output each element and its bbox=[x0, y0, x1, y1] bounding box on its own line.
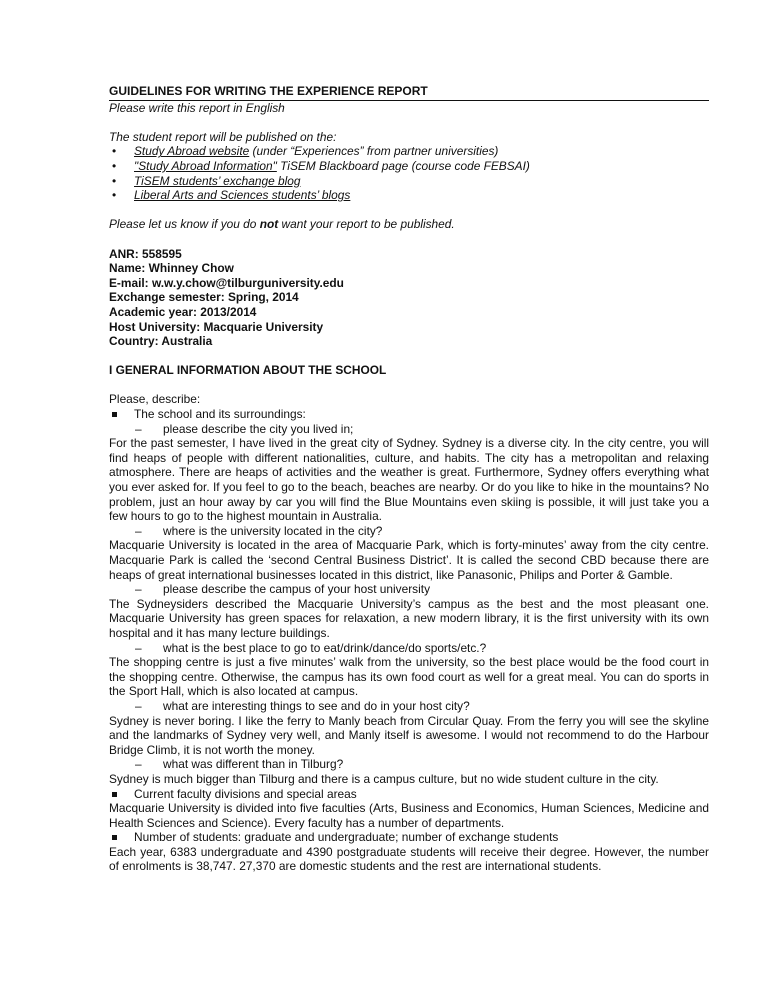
publication-intro: The student report will be published on the: bbox=[109, 129, 337, 144]
answer-best-place: The shopping centre is just a five minutes’ walk from the university, so the best place would be the food court in the shopping centre. Otherwise, the campus has its own food court as well for a great meal. You can do sports in the Sport Hall, which is also located at campus. bbox=[109, 655, 709, 699]
page-title: GUIDELINES FOR WRITING THE EXPERIENCE REPORT bbox=[109, 84, 709, 101]
academic-year: Academic year: 2013/2014 bbox=[109, 304, 257, 319]
anr: ANR: 558595 bbox=[109, 246, 182, 261]
study-abroad-information-link[interactable]: "Study Abroad Information" bbox=[134, 158, 277, 173]
answer-location: Macquarie University is located in the area of Macquarie Park, which is forty-minutes’ away from the city centre. Macquarie Park is called the ‘second Central Business District’. It is called the second CBD because there are heaps of great international businesses located in this district, like Panasonic, Philips and Porter & Gamble. bbox=[109, 538, 709, 582]
publication-list bbox=[109, 144, 709, 202]
answer-city: For the past semester, I have lived in the great city of Sydney. Sydney is a diverse city. In the city centre, you will find heaps of people with different nationalities, culture, and habits. The city has a metropolitan and relaxing atmosphere. There are heaps of activities and the weather is great. Furthermore, Sydney offers everything what you ever asked for. If you feel to go to the beach, beaches are nearby. Or do you like to hike in the mountains? No problem, just an hour away by car you will find the Blue Mountains even skiing is possible, it will just take you a few hours to go to the highest mountain in Australia. bbox=[109, 436, 709, 524]
answer-differences: Sydney is much bigger than Tilburg and there is a campus culture, but no wide student culture in the city. bbox=[109, 771, 659, 786]
list-item: • Study Abroad website (under “Experiences” from partner universities) bbox=[109, 144, 709, 159]
describe-label: Please, describe: bbox=[109, 392, 201, 407]
question-things-to-do: – what are interesting things to see and do in your host city? bbox=[109, 699, 709, 714]
answer-faculties: Macquarie University is divided into five faculties (Arts, Business and Economics, Human Sciences, Medicine and Health Sciences and Science). Every faculty has a number of departments. bbox=[109, 801, 709, 830]
student-name: Name: Whinney Chow bbox=[109, 261, 234, 276]
bullet-school-surroundings: The school and its surroundings: bbox=[109, 407, 709, 422]
answer-campus: The Sydneysiders described the Macquarie University’s campus as the best and the most pleasant one. Macquarie University has green spaces for relaxation, a new modern library, it is the first university with its own hospital and it has many lecture buildings. bbox=[109, 596, 709, 640]
student-info bbox=[109, 247, 709, 349]
question-differences: – what was different than in Tilburg? bbox=[109, 757, 709, 772]
report-content bbox=[109, 84, 709, 874]
exchange-semester: Exchange semester: Spring, 2014 bbox=[109, 290, 299, 305]
language-note: Please write this report in English bbox=[109, 100, 285, 115]
answer-things-to-do: Sydney is never boring. I like the ferry to Manly beach from Circular Quay. From the ferry you will see the skyline and the landmarks of Sydney very well, and Manly itself is awesome. I would not recommend to do the Harbour Bridge Climb, it is not worth the money. bbox=[109, 713, 709, 757]
country: Country: Australia bbox=[109, 334, 213, 349]
answer-student-numbers: Each year, 6383 undergraduate and 4390 postgraduate students will receive their degree. However, the number of enrolments is 38,747. 27,370 are domestic students and the rest are international students. bbox=[109, 844, 709, 874]
bullet-student-numbers: Number of students: graduate and undergraduate; number of exchange students bbox=[109, 830, 709, 845]
list-item: • "Study Abroad Information" TiSEM Blackboard page (course code FEBSAI) bbox=[109, 159, 709, 174]
las-students-blogs-link[interactable]: Liberal Arts and Sciences students’ blogs bbox=[134, 188, 351, 203]
bullet-faculty-divisions: Current faculty divisions and special areas bbox=[109, 787, 709, 802]
host-university: Host University: Macquarie University bbox=[109, 319, 324, 334]
student-email: E-mail: w.w.y.chow@tilburguniversity.edu bbox=[109, 275, 344, 290]
question-city: – please describe the city you lived in; bbox=[109, 422, 709, 437]
section-heading: I GENERAL INFORMATION ABOUT THE SCHOOL bbox=[109, 363, 387, 378]
list-item bbox=[109, 174, 709, 189]
question-best-place: – what is the best place to go to eat/drink/dance/do sports/etc.? bbox=[109, 641, 709, 656]
publish-optout-note: Please let us know if you do not want your report to be published. bbox=[109, 217, 455, 232]
question-campus: – please describe the campus of your host university bbox=[109, 582, 709, 597]
tisem-exchange-blog-link[interactable]: TiSEM students’ exchange blog bbox=[134, 173, 301, 188]
question-location: – where is the university located in the city? bbox=[109, 524, 709, 539]
study-abroad-website-link[interactable]: Study Abroad website bbox=[134, 144, 250, 159]
list-item bbox=[109, 188, 709, 203]
